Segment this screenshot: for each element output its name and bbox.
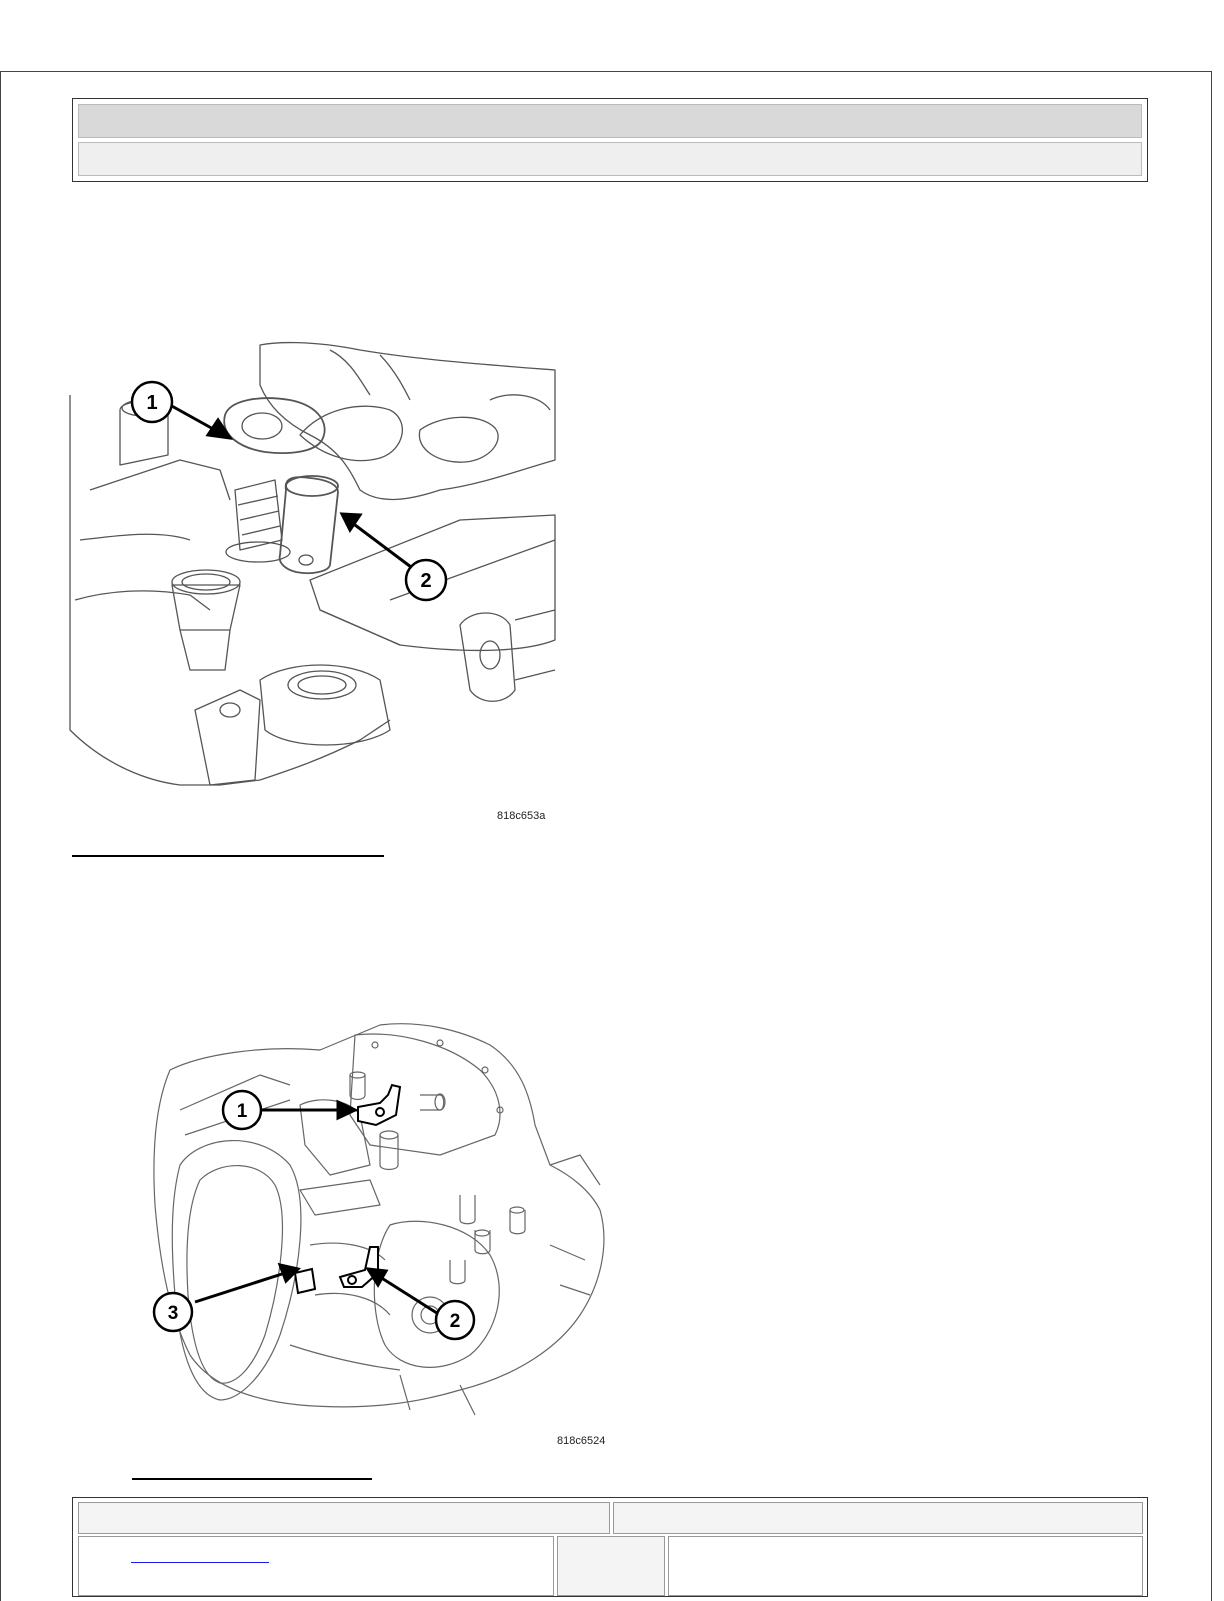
footer-cell (78, 1502, 610, 1534)
figure-code: 818c653a (497, 810, 546, 822)
figure-sensor-closeup (60, 340, 570, 830)
document-header (72, 98, 1148, 182)
svg-text:2: 2 (420, 570, 432, 592)
figure-transaxle-sensors (140, 1015, 620, 1455)
footer-cell (668, 1536, 1143, 1596)
callout-1 (223, 1091, 261, 1129)
figure-code: 818c6524 (557, 1435, 606, 1447)
svg-text:1: 1 (146, 392, 158, 414)
footer-link-cell (78, 1536, 554, 1596)
document-footer (72, 1497, 1148, 1597)
svg-text:3: 3 (167, 1303, 179, 1324)
callout-2 (406, 560, 446, 600)
callout-2 (436, 1301, 474, 1339)
transaxle-illustration (140, 1015, 620, 1455)
footer-link-underline[interactable] (131, 1562, 269, 1563)
footer-cell (613, 1502, 1143, 1534)
callout-1 (132, 382, 172, 422)
section-divider (132, 1478, 372, 1480)
svg-text:1: 1 (236, 1101, 248, 1122)
callout-3 (154, 1293, 192, 1331)
header-subtitle-row (78, 142, 1142, 176)
footer-cell (557, 1536, 665, 1596)
section-divider (72, 855, 384, 857)
header-title-row (78, 104, 1142, 138)
svg-text:2: 2 (449, 1311, 461, 1332)
sensor-closeup-illustration (60, 340, 570, 830)
